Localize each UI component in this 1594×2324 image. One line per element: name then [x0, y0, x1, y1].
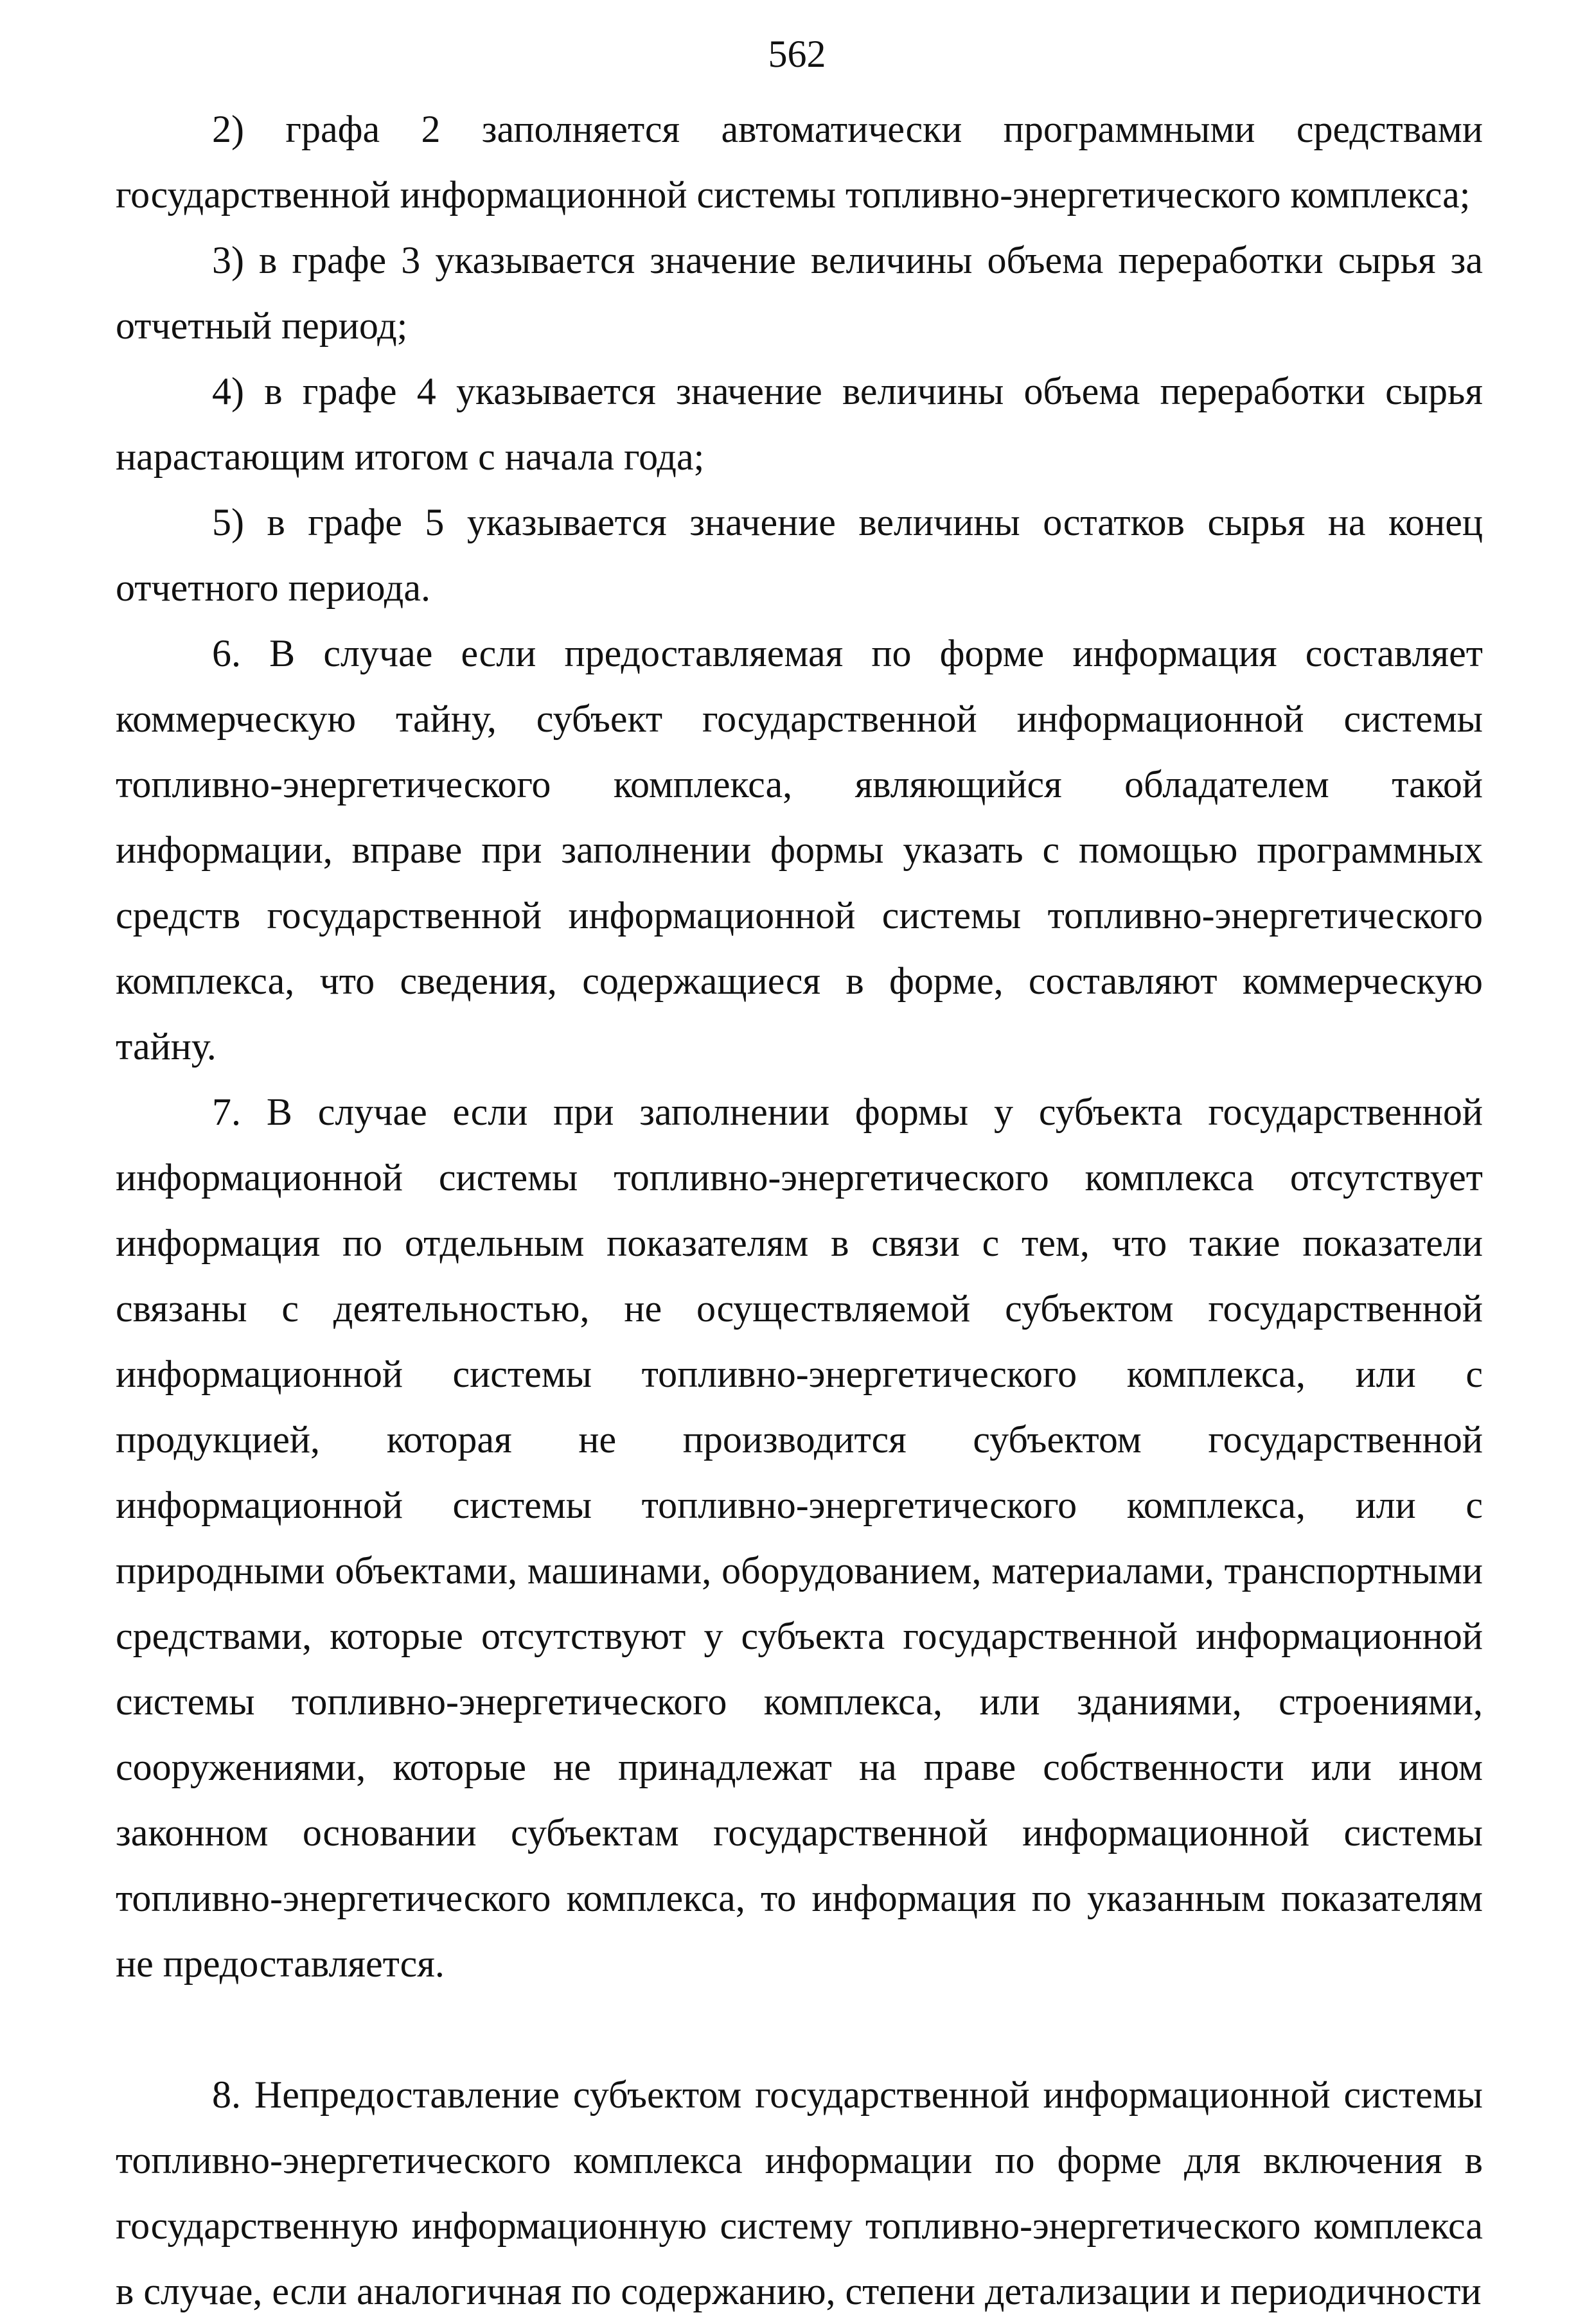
page-number: 562 [768, 33, 826, 75]
paragraph-item-2: 2) графа 2 заполняется автоматически программными средствами государственной информационной системы топливно-энергетического комплекса; [116, 108, 1483, 216]
paragraph-item-5: 5) в графе 5 указывается значение величины остатков сырья на конец отчетного периода. [116, 501, 1483, 609]
paragraph-item-3: 3) в графе 3 указывается значение величины объема переработки сырья за отчетный период; [116, 239, 1483, 347]
paragraph-clause-8: 8. Непредоставление субъектом государственной информационной системы топливно-энергетического комплекса информации по форме для включения в государственную информационную систему топливно-энергетического комплекса в случае, если аналогичная по содержанию, степени детализации и периодичности [116, 2073, 1483, 2312]
paragraph-item-4: 4) в графе 4 указывается значение величины объема переработки сырья нарастающим итогом с начала года; [116, 370, 1483, 478]
document-body [116, 96, 1483, 2324]
paragraph-clause-7: 7. В случае если при заполнении формы у субъекта государственной информационной системы топливно-энергетического комплекса отсутствует информация по отдельным показателям в связи с тем, что такие показатели связаны с деятельностью, не осуществляемой субъектом государственной информационной системы топливно-энергетического комплекса, или с продукцией, которая не производится субъектом государственной информационной системы топливно-энергетического комплекса, или с природными объектами, машинами, оборудованием, материалами, транспортными средствами, которые отсутствуют у субъекта государственной информационной системы топливно-энергетического комплекса, или зданиями, строениями, сооружениями, которые не принадлежат на праве собственности или ином законном основании субъектам государственной информационной системы топливно-энергетического комплекса, то информация по указанным показателям не предоставляется. [116, 1091, 1483, 1985]
paragraph-clause-6: 6. В случае если предоставляемая по форме информация составляет коммерческую тайну, субъект государственной информационной системы топливно-энергетического комплекса, являющийся обладателем такой информации, вправе при заполнении формы указать с помощью программных средств государственной информационной системы топливно-энергетического комплекса, что сведения, содержащиеся в форме, составляют коммерческую тайну. [116, 632, 1483, 1068]
